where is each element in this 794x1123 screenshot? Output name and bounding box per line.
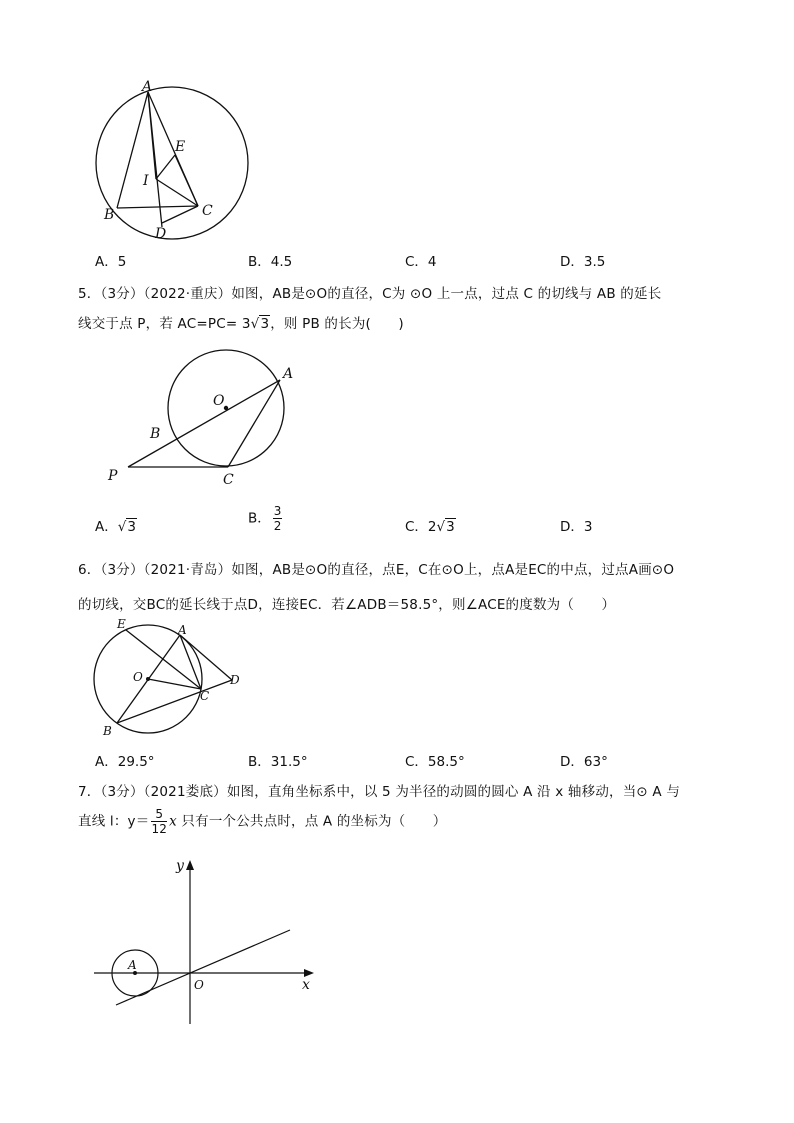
q5-text-2-pre: 线交于点 P，若 AC=PC= 3 — [78, 316, 251, 332]
q6-label-d: D — [230, 673, 240, 687]
q7-label-y: y — [176, 858, 184, 874]
q5-option-c[interactable] — [405, 515, 456, 535]
q4-label-b: B — [104, 207, 115, 223]
q5-option-b-numerator: 3 — [273, 504, 282, 518]
q5-label-b: B — [150, 426, 161, 442]
q4-segment-dc — [162, 206, 198, 223]
q6-label-a: A — [178, 623, 187, 637]
q5-number: 5． — [78, 286, 101, 302]
q5-option-b-fraction — [273, 505, 283, 532]
q7-label-a: A — [128, 958, 137, 972]
q7-number: 7． — [78, 784, 101, 800]
q6-center-dot — [146, 677, 150, 681]
q7-figure — [90, 852, 330, 1032]
q6-line-2: 的切线，交BC的延长线于点D，连接EC．若∠ADB＝58.5°，则∠ACE的度数为（ ） — [78, 597, 616, 613]
q5-text-2-post: ，则 PB 的长为( ) — [270, 316, 404, 332]
q7-denominator: 12 — [151, 822, 168, 836]
q5-line-1 — [78, 282, 661, 302]
q6-label-o: O — [133, 670, 143, 684]
q6-option-b[interactable]: B．31.5° — [248, 754, 308, 770]
q6-option-a[interactable]: A．29.5° — [95, 754, 155, 770]
q5-text-1: 如图，AB是⊙O的直径，C为 ⊙O 上一点，过点 C 的切线与 AB 的延长 — [231, 286, 662, 302]
q4-label-a: A — [142, 79, 153, 95]
q5-label-a: A — [283, 366, 294, 382]
q6-label-c: C — [200, 689, 210, 703]
q4-segment-ie — [156, 155, 175, 179]
q4-option-d[interactable]: D．3.5 — [560, 254, 606, 270]
q6-meta: （3分）（2021·青岛） — [100, 562, 232, 578]
q5-radicand: 3 — [260, 316, 270, 332]
q7-variable: x — [169, 813, 177, 830]
q4-label-i: I — [143, 173, 149, 189]
q7-text-1: 如图，直角坐标系中，以 5 为半径的动圆的圆心 A 沿 x 轴移动，当⊙ A 与 — [226, 784, 681, 800]
q7-label-o: O — [194, 978, 204, 992]
q7-x-arrow-icon — [304, 969, 314, 977]
q4-circle — [96, 87, 248, 239]
sqrt-icon: √ — [436, 519, 446, 535]
q6-label-b: B — [103, 724, 112, 738]
q5-label-o: O — [213, 393, 225, 409]
q6-segment-oc — [148, 679, 201, 689]
q7-text-2-pre: 直线 l：y＝ — [78, 813, 150, 830]
q5-segment-ac — [228, 380, 280, 467]
q4-label-e: E — [175, 139, 186, 155]
q7-meta: （3分）（2021娄底） — [100, 784, 227, 800]
q6-line-1 — [78, 558, 674, 578]
q4-figure — [80, 75, 260, 245]
q6-text-1: 如图，AB是⊙O的直径，点E，C在⊙O上，点A是EC的中点，过点A画⊙O — [231, 562, 675, 578]
q6-tangent-ad — [180, 635, 232, 680]
q4-segment-ab — [117, 92, 148, 208]
q5-option-d[interactable]: D．3 — [560, 519, 593, 535]
q5-label-c: C — [223, 472, 234, 488]
q4-segment-ai — [148, 92, 156, 179]
q4-option-a[interactable]: A．5 — [95, 254, 127, 270]
q5-option-a-label: A． — [95, 519, 118, 535]
q4-label-d: D — [155, 226, 167, 242]
q7-line-2 — [78, 808, 446, 835]
sqrt-icon: √ — [250, 316, 260, 332]
q7-label-x: x — [302, 977, 310, 993]
q7-text-2-post: 只有一个公共点时，点 A 的坐标为（ ） — [176, 813, 447, 830]
q4-option-b[interactable]: B．4.5 — [248, 254, 293, 270]
q5-option-b-denominator: 2 — [273, 519, 282, 533]
q4-option-c[interactable]: C．4 — [405, 254, 437, 270]
q5-figure — [100, 340, 320, 490]
q5-line-2 — [78, 312, 404, 332]
q5-option-c-label: C．2 — [405, 519, 437, 535]
q5-line-pa — [128, 380, 280, 467]
q5-option-b[interactable] — [248, 505, 284, 532]
q6-figure — [85, 612, 255, 742]
q5-option-c-radicand: 3 — [446, 519, 455, 535]
q4-label-c: C — [202, 203, 213, 219]
q7-numerator: 5 — [151, 808, 167, 822]
q7-line-1 — [78, 780, 680, 800]
q6-option-c[interactable]: C．58.5° — [405, 754, 465, 770]
q6-number: 6． — [78, 562, 101, 578]
q5-option-a[interactable] — [95, 515, 137, 535]
q6-segment-bd — [117, 680, 232, 723]
q4-segment-bc — [117, 206, 198, 208]
q7-line-l — [116, 930, 290, 1005]
q7-y-arrow-icon — [186, 860, 194, 870]
q7-fraction — [151, 808, 167, 835]
q5-meta: （3分）（2022·重庆） — [100, 286, 232, 302]
q6-label-e: E — [117, 617, 126, 631]
q5-label-p: P — [108, 468, 118, 484]
q5-option-a-radicand: 3 — [127, 519, 136, 535]
q6-option-d[interactable]: D．63° — [560, 754, 608, 770]
sqrt-icon: √ — [117, 519, 127, 535]
q5-option-b-label: B． — [248, 510, 271, 527]
